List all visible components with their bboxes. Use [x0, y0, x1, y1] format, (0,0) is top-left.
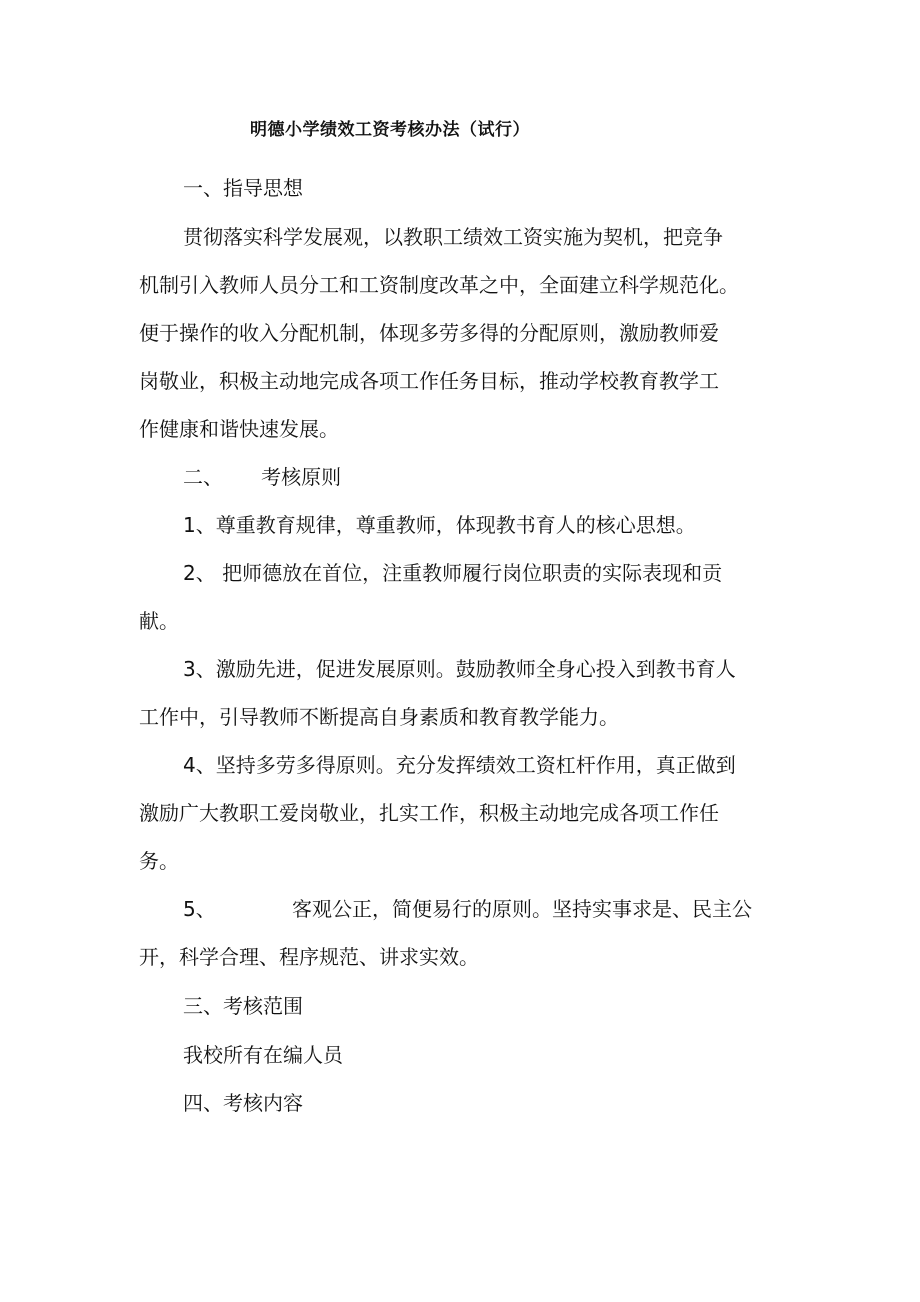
- paragraph-line: 贯彻落实科学发展观，以教职工绩效工资实施为契机，把竞争: [183, 225, 723, 249]
- list-item-line: 1、尊重教育规律，尊重教师，体现教书育人的核心思想。: [183, 513, 696, 537]
- section-heading-scope: 三、考核范围: [183, 994, 303, 1018]
- list-item-line: 激励广大教职工爱岗敬业，扎实工作，积极主动地完成各项工作任: [139, 801, 719, 825]
- section-heading-guiding-ideology: 一、指导思想: [183, 176, 303, 200]
- list-item-line: 开，科学合理、程序规范、讲求实效。: [139, 945, 479, 969]
- paragraph-line: 岗敬业，积极主动地完成各项工作任务目标，推动学校教育教学工: [139, 369, 719, 393]
- paragraph-line: 作健康和谐快速发展。: [139, 417, 339, 441]
- list-item-line: 3、激励先进，促进发展原则。鼓励教师全身心投入到教书育人: [183, 657, 736, 681]
- list-item-line: 2、 把师德放在首位，注重教师履行岗位职责的实际表现和贡: [183, 561, 723, 585]
- list-item-line: 献。: [139, 609, 179, 633]
- list-item-line: 务。: [139, 849, 179, 873]
- paragraph-line: 机制引入教师人员分工和工资制度改革之中，全面建立科学规范化。: [139, 273, 739, 297]
- list-item-line: 5、 客观公正，简便易行的原则。坚持实事求是、民主公: [183, 897, 753, 921]
- document-title: 明德小学绩效工资考核办法（试行）: [250, 120, 530, 140]
- list-item-line: 4、坚持多劳多得原则。充分发挥绩效工资杠杆作用，真正做到: [183, 753, 736, 777]
- section-heading-principles: 二、 考核原则: [183, 465, 342, 489]
- section-heading-content: 四、考核内容: [183, 1091, 303, 1115]
- paragraph-line: 便于操作的收入分配机制，体现多劳多得的分配原则，激励教师爱: [139, 321, 719, 345]
- list-item-line: 工作中，引导教师不断提高自身素质和教育教学能力。: [139, 705, 619, 729]
- paragraph-line: 我校所有在编人员: [183, 1043, 343, 1067]
